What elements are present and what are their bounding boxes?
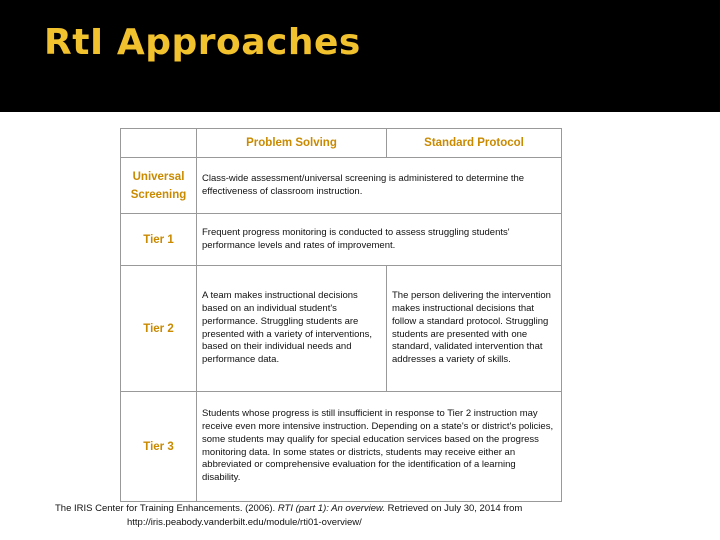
header-problem-solving: Problem Solving	[197, 129, 387, 158]
row-label-tier-1: Tier 1	[121, 214, 197, 266]
citation-work-title: RTI (part 1): An overview.	[277, 503, 386, 514]
table-row-universal-screening	[121, 158, 562, 214]
table-row-tier-3	[121, 392, 562, 502]
citation-suffix: Retrieved on July 30, 2014 from	[385, 503, 523, 514]
table-header-row	[121, 129, 562, 158]
slide-title: RtI Approaches	[44, 22, 361, 63]
table-row-tier-1	[121, 214, 562, 266]
tier-2-standard-protocol-description: The person delivering the intervention makes instructional decisions that follow a standard protocol. Struggling students are presented with one standard, validated intervention that addresses a variety of skills.	[387, 266, 562, 392]
universal-screening-description: Class-wide assessment/universal screening is administered to determine the effectiveness of classroom instruction.	[197, 158, 562, 214]
tier-3-description: Students whose progress is still insufficient in response to Tier 2 instruction may receive even more intensive instruction. Depending on a state's or district's policies, some students may qualify for special education services based on the progress monitoring data. In some states or districts, students may receive either an abbreviated or comprehensive evaluation for the identification of a learning disability.	[197, 392, 562, 502]
citation-url: http://iris.peabody.vanderbilt.edu/module/rti01-overview/	[127, 517, 362, 528]
row-label-tier-2: Tier 2	[121, 266, 197, 392]
row-label-universal-screening: Universal Screening	[121, 158, 197, 214]
row-label-tier-3: Tier 3	[121, 392, 197, 502]
tier-1-description: Frequent progress monitoring is conducted to assess struggling students' performance levels and rates of improvement.	[197, 214, 562, 266]
citation	[55, 502, 665, 530]
header-standard-protocol: Standard Protocol	[387, 129, 562, 158]
rti-approaches-table	[120, 128, 562, 502]
tier-2-problem-solving-description: A team makes instructional decisions based on an individual student's performance. Struggling students are presented with a variety of interventions, based on their individual needs and performance data.	[197, 266, 387, 392]
citation-prefix: The IRIS Center for Training Enhancements. (2006).	[55, 503, 278, 514]
header-empty-cell	[121, 129, 197, 158]
table-row-tier-2	[121, 266, 562, 392]
title-bar	[0, 0, 720, 112]
